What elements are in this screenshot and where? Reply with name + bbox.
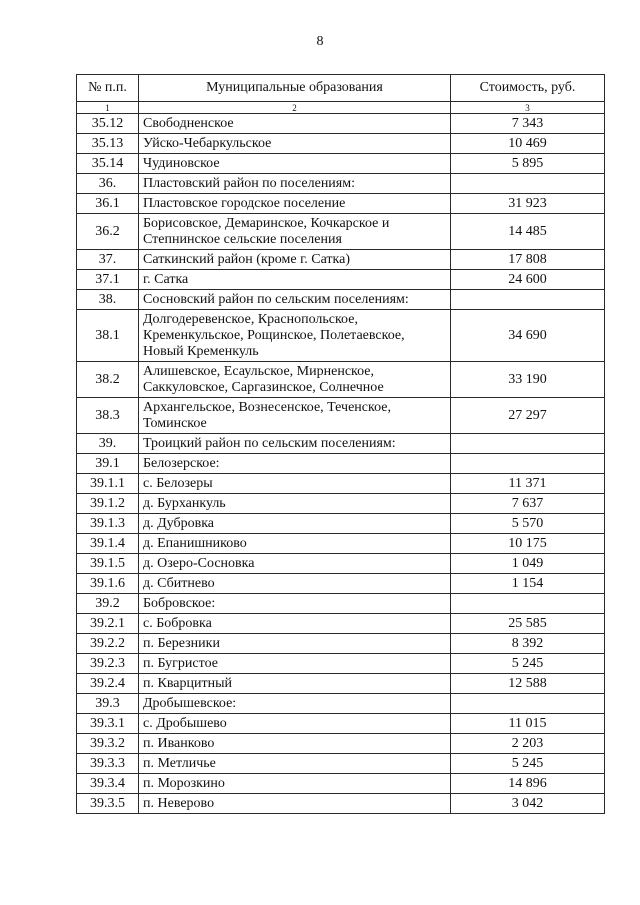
table-row bbox=[77, 474, 605, 494]
row-number: 39.3.3 bbox=[77, 754, 139, 774]
row-municipality: с. Бобровка bbox=[139, 614, 451, 634]
row-number: 38.2 bbox=[77, 362, 139, 398]
page-number: 8 bbox=[316, 34, 324, 49]
row-municipality: Саткинский район (кроме г. Сатка) bbox=[139, 250, 451, 270]
row-municipality: п. Морозкино bbox=[139, 774, 451, 794]
row-municipality: Архангельское, Вознесенское, Теченское, Томинское bbox=[139, 398, 451, 434]
row-municipality: Алишевское, Есаульское, Мирненское, Саккуловское, Саргазинское, Солнечное bbox=[139, 362, 451, 398]
table-row bbox=[77, 114, 605, 134]
row-number: 38. bbox=[77, 290, 139, 310]
table-row bbox=[77, 694, 605, 714]
row-cost: 33 190 bbox=[451, 362, 605, 398]
row-number: 39.1.5 bbox=[77, 554, 139, 574]
row-number: 36.1 bbox=[77, 194, 139, 214]
row-cost: 17 808 bbox=[451, 250, 605, 270]
cost-table-body bbox=[77, 75, 605, 814]
column-index-1: 1 bbox=[77, 102, 139, 114]
row-number: 35.14 bbox=[77, 154, 139, 174]
row-cost: 3 042 bbox=[451, 794, 605, 814]
table-row bbox=[77, 674, 605, 694]
row-municipality: д. Дубровка bbox=[139, 514, 451, 534]
row-municipality: с. Дробышево bbox=[139, 714, 451, 734]
row-cost bbox=[451, 434, 605, 454]
row-municipality: с. Белозеры bbox=[139, 474, 451, 494]
row-municipality: д. Сбитнево bbox=[139, 574, 451, 594]
row-municipality: п. Березники bbox=[139, 634, 451, 654]
table-row bbox=[77, 654, 605, 674]
row-number: 39.3.2 bbox=[77, 734, 139, 754]
row-number: 35.13 bbox=[77, 134, 139, 154]
row-number: 39.1 bbox=[77, 454, 139, 474]
row-cost: 12 588 bbox=[451, 674, 605, 694]
row-number: 38.3 bbox=[77, 398, 139, 434]
table-row bbox=[77, 174, 605, 194]
row-cost: 5 245 bbox=[451, 754, 605, 774]
row-cost: 7 637 bbox=[451, 494, 605, 514]
row-number: 39.2.2 bbox=[77, 634, 139, 654]
table-row bbox=[77, 794, 605, 814]
table-row bbox=[77, 514, 605, 534]
row-number: 39.1.2 bbox=[77, 494, 139, 514]
table-row bbox=[77, 398, 605, 434]
row-cost: 10 469 bbox=[451, 134, 605, 154]
cost-table bbox=[76, 74, 605, 814]
row-municipality: Чудиновское bbox=[139, 154, 451, 174]
row-cost: 7 343 bbox=[451, 114, 605, 134]
row-number: 38.1 bbox=[77, 310, 139, 362]
row-cost: 5 895 bbox=[451, 154, 605, 174]
row-municipality: Бобровское: bbox=[139, 594, 451, 614]
table-row bbox=[77, 434, 605, 454]
row-cost: 14 485 bbox=[451, 214, 605, 250]
row-cost bbox=[451, 290, 605, 310]
row-cost: 10 175 bbox=[451, 534, 605, 554]
row-number: 39. bbox=[77, 434, 139, 454]
row-cost: 25 585 bbox=[451, 614, 605, 634]
row-number: 39.3.5 bbox=[77, 794, 139, 814]
row-cost: 1 154 bbox=[451, 574, 605, 594]
table-row bbox=[77, 754, 605, 774]
row-cost: 8 392 bbox=[451, 634, 605, 654]
row-municipality: г. Сатка bbox=[139, 270, 451, 290]
table-row bbox=[77, 574, 605, 594]
row-municipality: Свободненское bbox=[139, 114, 451, 134]
row-cost: 24 600 bbox=[451, 270, 605, 290]
row-number: 36. bbox=[77, 174, 139, 194]
table-row bbox=[77, 270, 605, 290]
row-number: 39.3.1 bbox=[77, 714, 139, 734]
row-cost: 14 896 bbox=[451, 774, 605, 794]
row-municipality: Борисовское, Демаринское, Кочкарское и Степнинское сельские поселения bbox=[139, 214, 451, 250]
row-municipality: Долгодеревенское, Краснопольское, Кременкульское, Рощинское, Полетаевское, Новый Кременкуль bbox=[139, 310, 451, 362]
row-municipality: п. Неверово bbox=[139, 794, 451, 814]
column-index-row bbox=[77, 102, 605, 114]
row-municipality: Белозерское: bbox=[139, 454, 451, 474]
row-number: 37.1 bbox=[77, 270, 139, 290]
row-municipality: Сосновский район по сельским поселениям: bbox=[139, 290, 451, 310]
row-number: 37. bbox=[77, 250, 139, 270]
row-cost: 5 570 bbox=[451, 514, 605, 534]
table-row bbox=[77, 734, 605, 754]
row-cost bbox=[451, 454, 605, 474]
row-municipality: Пластовский район по поселениям: bbox=[139, 174, 451, 194]
row-cost bbox=[451, 174, 605, 194]
row-municipality: п. Бугристое bbox=[139, 654, 451, 674]
row-number: 39.1.3 bbox=[77, 514, 139, 534]
row-cost: 31 923 bbox=[451, 194, 605, 214]
row-municipality: Пластовское городское поселение bbox=[139, 194, 451, 214]
table-row bbox=[77, 290, 605, 310]
row-cost: 5 245 bbox=[451, 654, 605, 674]
row-cost: 11 015 bbox=[451, 714, 605, 734]
row-cost: 11 371 bbox=[451, 474, 605, 494]
table-row bbox=[77, 494, 605, 514]
table-row bbox=[77, 614, 605, 634]
row-number: 39.1.6 bbox=[77, 574, 139, 594]
header-municipality: Муниципальные образования bbox=[139, 75, 451, 102]
column-index-2: 2 bbox=[139, 102, 451, 114]
table-row bbox=[77, 250, 605, 270]
row-municipality: п. Иванково bbox=[139, 734, 451, 754]
column-index-3: 3 bbox=[451, 102, 605, 114]
table-row bbox=[77, 362, 605, 398]
row-municipality: Дробышевское: bbox=[139, 694, 451, 714]
row-number: 39.2.1 bbox=[77, 614, 139, 634]
table-row bbox=[77, 594, 605, 614]
header-number: № п.п. bbox=[77, 75, 139, 102]
header-row bbox=[77, 75, 605, 102]
table-row bbox=[77, 134, 605, 154]
row-number: 39.1.4 bbox=[77, 534, 139, 554]
header-cost: Стоимость, руб. bbox=[451, 75, 605, 102]
row-number: 39.1.1 bbox=[77, 474, 139, 494]
row-municipality: п. Метличье bbox=[139, 754, 451, 774]
table-row bbox=[77, 454, 605, 474]
row-cost: 2 203 bbox=[451, 734, 605, 754]
row-cost: 1 049 bbox=[451, 554, 605, 574]
row-cost: 34 690 bbox=[451, 310, 605, 362]
row-number: 39.2 bbox=[77, 594, 139, 614]
row-number: 39.3 bbox=[77, 694, 139, 714]
row-cost: 27 297 bbox=[451, 398, 605, 434]
row-municipality: д. Озеро-Сосновка bbox=[139, 554, 451, 574]
table-row bbox=[77, 634, 605, 654]
row-number: 35.12 bbox=[77, 114, 139, 134]
row-cost bbox=[451, 694, 605, 714]
row-number: 39.2.3 bbox=[77, 654, 139, 674]
table-row bbox=[77, 154, 605, 174]
row-municipality: д. Епанишниково bbox=[139, 534, 451, 554]
table-row bbox=[77, 774, 605, 794]
row-cost bbox=[451, 594, 605, 614]
row-number: 39.2.4 bbox=[77, 674, 139, 694]
table-row bbox=[77, 194, 605, 214]
table-row bbox=[77, 214, 605, 250]
row-municipality: д. Бурханкуль bbox=[139, 494, 451, 514]
table-row bbox=[77, 310, 605, 362]
row-municipality: Уйско-Чебаркульское bbox=[139, 134, 451, 154]
table-row bbox=[77, 534, 605, 554]
row-municipality: п. Кварцитный bbox=[139, 674, 451, 694]
table-row bbox=[77, 554, 605, 574]
row-municipality: Троицкий район по сельским поселениям: bbox=[139, 434, 451, 454]
row-number: 39.3.4 bbox=[77, 774, 139, 794]
table-row bbox=[77, 714, 605, 734]
row-number: 36.2 bbox=[77, 214, 139, 250]
